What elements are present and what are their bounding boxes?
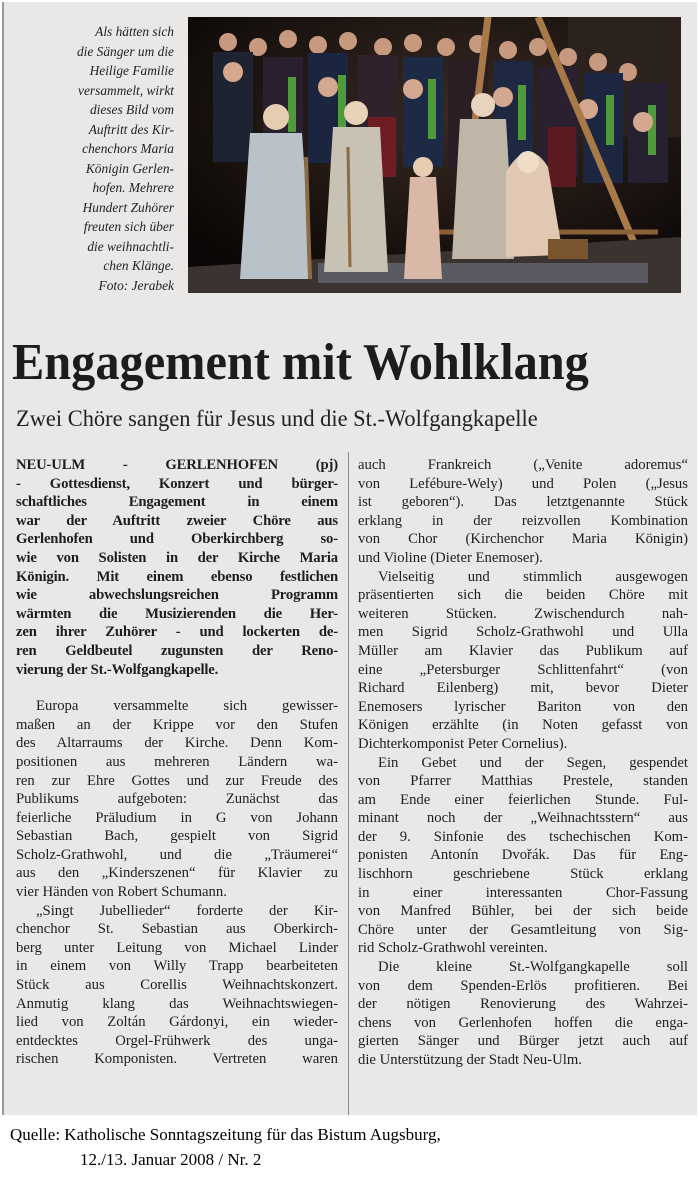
text-line: Vielseitig und stimmlich ausgewogen (378, 568, 688, 585)
text-line: chenchor St. Sebastian aus Oberkirch- (16, 921, 338, 938)
lead-paragraph (16, 456, 338, 679)
text-line: des Altarraums der Kirche. Denn Kom- (16, 735, 338, 752)
headline: Engagement mit Wohlklang (12, 334, 589, 391)
text-line: die Unterstützung der Stadt Neu-Ulm. (358, 1052, 582, 1068)
text-line: vier Händen von Robert Schumann. (16, 884, 227, 901)
text-line: in einer interessanten Chor-Fassung (358, 884, 688, 901)
text-line: von Lefébure-Wely) und Polen („Jesus (358, 475, 688, 492)
paragraph-europa (16, 697, 338, 902)
caption-line: die Sänger um die (76, 43, 174, 59)
text-line: und Violine (Dieter Enemoser). (358, 549, 543, 566)
caption-line: die weihnachtli- (87, 238, 174, 254)
caption-line: freuten sich über (83, 219, 174, 234)
text-line: präsentierten sich die beiden Chöre mit (358, 587, 688, 604)
text-line: maßen an der Krippe vor den Stufen (16, 716, 338, 733)
text-line: rischen Komponisten. Vertreten waren (16, 1051, 338, 1068)
text-line: der 9. Sinfonie des tschechischen Kom- (358, 828, 688, 845)
text-line: Stück aus Corellis Weihnachtskonzert. (16, 977, 338, 994)
source-line-1: Quelle: Katholische Sonntagszeitung für das Bistum Augsburg, (10, 1125, 441, 1144)
text-line: ponisten Antonín Dvořák. Das für Eng- (358, 847, 688, 864)
text-line: wärmten die Musizierenden die Her- (16, 605, 338, 622)
text-line: auch Frankreich („Venite adoremus“ (358, 457, 688, 473)
text-line: Publikums aufgeboten: Zunächst das (16, 791, 338, 808)
paragraph-vielseitig (358, 568, 688, 754)
text-line: lied von Zoltán Gárdonyi, ein wieder- (16, 1014, 338, 1031)
text-line: berg unter Leitung von Michael Linder (16, 939, 338, 956)
text-line: von Pfarrer Matthias Prestele, standen (358, 773, 688, 790)
text-line: ren Geldbeutel zugunsten der Reno- (16, 642, 338, 659)
text-line: Ein Gebet und der Segen, gespendet (378, 754, 688, 771)
text-line: chens von Gerlenhofen hoffen die enga- (358, 1014, 688, 1031)
text-line: lischhorn geschriebene Stück erklang (358, 866, 688, 883)
text-line: minant noch der „Weihnachtsstern“ aus (358, 810, 688, 827)
caption-line: versammelt, wirkt (78, 82, 174, 98)
text-line: - Gottesdienst, Konzert und bürger- (16, 475, 338, 492)
caption-line: dieses Bild vom (89, 102, 174, 117)
caption-line: hofen. Mehrere (92, 180, 174, 195)
choir-nativity-illustration (188, 17, 681, 293)
text-line: rid Scholz-Grathwohl vereinten. (358, 940, 548, 957)
text-line: weiteren Stücken. Zwischendurch nah- (358, 605, 688, 622)
text-line: von dem Spenden-Erlös profitieren. Bei (358, 977, 688, 994)
text-line: aus den „Kinderszenen“ für Klavier zu (16, 865, 338, 882)
text-line: gierten Sänger und Bürger jetzt auch auf (358, 1033, 688, 1050)
text-line: Die kleine St.-Wolfgangkapelle soll (378, 959, 688, 976)
subheadline: Zwei Chöre sangen für Jesus und die St.-Wolfgangkapelle (16, 406, 538, 432)
choir-photo (188, 17, 681, 293)
newspaper-clipping (2, 2, 697, 1115)
text-line: Richard Eilenberg) mit, bevor Dieter (358, 680, 688, 697)
text-line: eine „Petersburger Schlittenfahrt“ (von (358, 661, 688, 678)
text-line: Königen erzählte (in Noten gefasst von (358, 717, 688, 734)
paragraph-spenden (358, 958, 688, 1070)
text-line: Anmutig klang das Weihnachtswiegen- (16, 995, 338, 1012)
text-line: wie abwechslungsreichen Programm (16, 587, 338, 604)
caption-line: Heilige Familie (89, 63, 174, 78)
source-line-2: 12./13. Januar 2008 / Nr. 2 (80, 1150, 262, 1169)
text-line: ren zur Ehre Gottes und zur Freude des (16, 772, 338, 789)
paragraph-gebet (358, 754, 688, 959)
caption-line: Auftritt des Kir- (88, 121, 174, 137)
text-line: Chöre unter der Gesamtleitung von Sig- (358, 921, 688, 938)
text-line: positionen aus mehreren Ländern wa- (16, 753, 338, 770)
photo-caption (14, 22, 174, 295)
left-border-rule (2, 2, 4, 1115)
text-line: erklang in der reizvollen Kombination (358, 512, 688, 529)
text-line: ist geboren“). Das letztgenannte Stück (358, 494, 688, 511)
text-line: schaftliches Engagement in einem (16, 494, 338, 511)
caption-line: Foto: Jerabek (98, 277, 174, 293)
article-right-column (358, 456, 688, 1070)
text-line: vierung der St.-Wolfgangkapelle. (16, 661, 219, 678)
text-line: Müller am Klavier das Publikum auf (358, 642, 688, 659)
text-line: Scholz-Grathwohl, und die „Träumerei“ (16, 846, 338, 863)
text-line: Sebastian Bach, gespielt von Sigrid (16, 828, 338, 845)
text-line: von Chor (Kirchenchor Maria Königin) (358, 531, 688, 548)
column-rule (348, 452, 349, 1115)
text-line: war der Auftritt zweier Chöre aus (16, 512, 338, 529)
paragraph-jubellieder (16, 902, 338, 1069)
text-line: am Ende einer feierlichen Stunde. Ful- (358, 791, 688, 808)
caption-line: chen Klänge. (103, 258, 174, 273)
text-line: „Singt Jubellieder“ forderte der Kir- (36, 902, 338, 919)
text-line: Gerlenhofen und Oberkirchberg so- (16, 531, 338, 548)
text-line: feierliche Präludium in G von Johann (16, 809, 338, 826)
text-line: zen ihrer Zuhörer - und lockerten de- (16, 624, 338, 641)
text-line: Dichterkomponist Peter Cornelius). (358, 735, 568, 752)
text-line: NEU-ULM - GERLENHOFEN (pj) (16, 457, 338, 473)
text-line: von Manfred Bühler, bei der sich beide (358, 903, 688, 920)
text-line: in einem von Willy Trapp bearbeiteten (16, 958, 338, 975)
paragraph-frankreich (358, 456, 688, 568)
text-line: entdecktes Orgel-Frühwerk des unga- (16, 1032, 338, 1049)
text-line: der nötigen Renovierung des Wahrzei- (358, 996, 688, 1013)
caption-line: chenchors Maria (82, 141, 174, 156)
caption-line: Als hätten sich (95, 24, 174, 39)
text-line: Königin. Mit einem ebenso festlichen (16, 568, 338, 585)
text-line: men Sigrid Scholz-Grathwohl und Ulla (358, 624, 688, 641)
text-line: wie von Solisten in der Kirche Maria (16, 549, 338, 566)
caption-line: Königin Gerlen- (85, 160, 174, 176)
source-citation (10, 1122, 690, 1172)
article-left-column (16, 456, 338, 1069)
caption-line: Hundert Zuhörer (82, 199, 174, 215)
text-line: Enemosers lyrischer Bariton von den (358, 698, 688, 715)
text-line: Europa versammelte sich gewisser- (36, 698, 338, 715)
